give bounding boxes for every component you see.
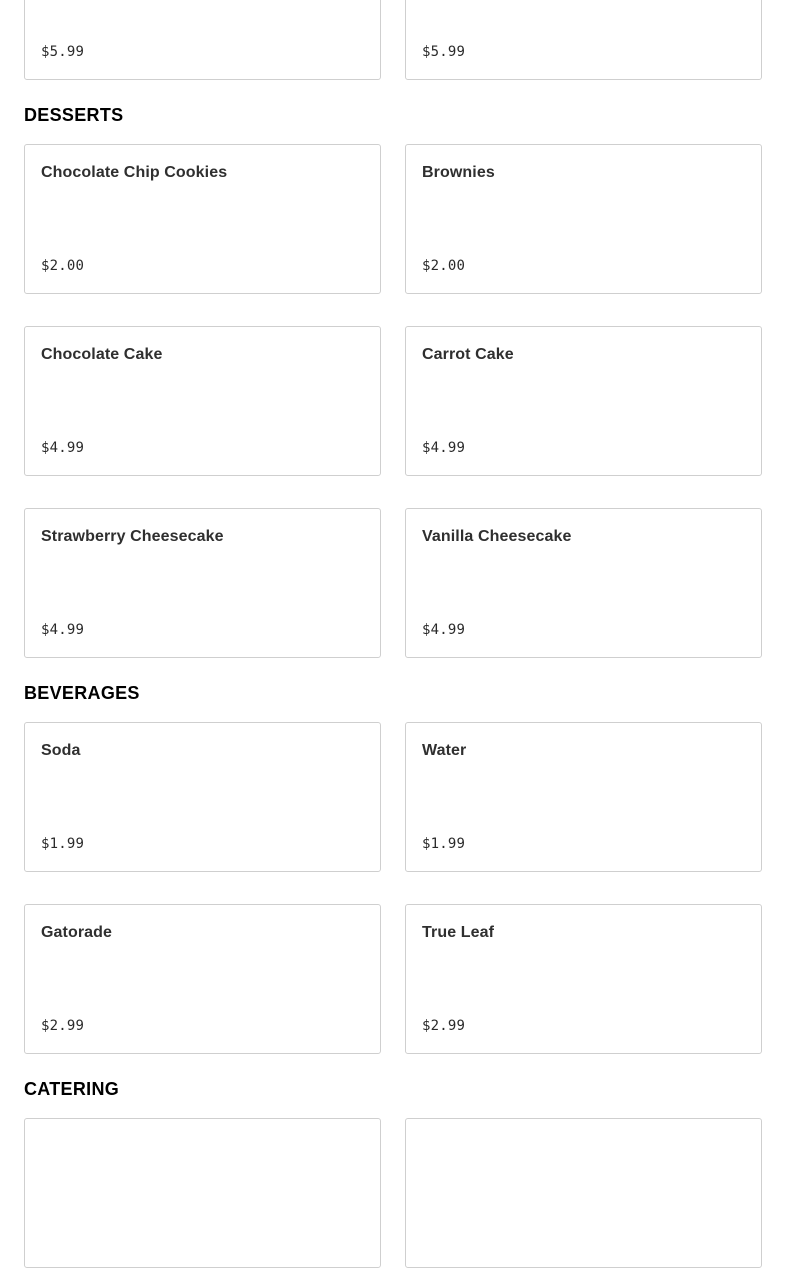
menu-item-water[interactable]: [405, 722, 762, 872]
menu-item-name: Water: [422, 742, 467, 759]
menu-item-name: Gatorade: [41, 924, 113, 941]
menu-item-brownies[interactable]: [405, 144, 762, 294]
menu-item-card[interactable]: [24, 0, 381, 80]
menu-item-card[interactable]: [405, 0, 762, 80]
menu-item-true-leaf[interactable]: [405, 904, 762, 1054]
menu-item-price: $4.99: [422, 622, 466, 638]
menu-item-price: $4.99: [41, 622, 85, 638]
menu-item-name: Chocolate Cake: [41, 346, 163, 363]
menu-item-name: True Leaf: [422, 924, 495, 941]
menu-item-name: Brownies: [422, 164, 495, 181]
menu-item-price: $2.99: [41, 1018, 85, 1034]
menu-item-chocolate-chip-cookies[interactable]: [24, 144, 381, 294]
menu-item-price: $2.00: [422, 258, 466, 274]
menu-item-price: $4.99: [41, 440, 85, 456]
menu-item-gatorade[interactable]: [24, 904, 381, 1054]
section-title-beverages: BEVERAGES: [24, 683, 140, 703]
menu-item-card[interactable]: [24, 1118, 381, 1268]
menu-item-card[interactable]: [405, 1118, 762, 1268]
menu-item-carrot-cake[interactable]: [405, 326, 762, 476]
menu-item-soda[interactable]: [24, 722, 381, 872]
menu-item-price: $4.99: [422, 440, 466, 456]
menu-item-strawberry-cheesecake[interactable]: [24, 508, 381, 658]
menu-item-price: $2.99: [422, 1018, 466, 1034]
menu-item-vanilla-cheesecake[interactable]: [405, 508, 762, 658]
menu-item-price: $1.99: [41, 836, 85, 852]
menu-item-price: $5.99: [41, 44, 85, 60]
menu-item-name: Strawberry Cheesecake: [41, 528, 224, 545]
menu-item-name: Soda: [41, 742, 81, 759]
section-title-desserts: DESSERTS: [24, 105, 124, 125]
section-title-catering: CATERING: [24, 1079, 120, 1099]
menu-item-price: $5.99: [422, 44, 466, 60]
menu-item-price: $1.99: [422, 836, 466, 852]
menu-item-name: Chocolate Chip Cookies: [41, 164, 228, 181]
menu-item-name: Vanilla Cheesecake: [422, 528, 572, 545]
menu-item-price: $2.00: [41, 258, 85, 274]
menu-item-name: Carrot Cake: [422, 346, 514, 363]
menu-item-chocolate-cake[interactable]: [24, 326, 381, 476]
